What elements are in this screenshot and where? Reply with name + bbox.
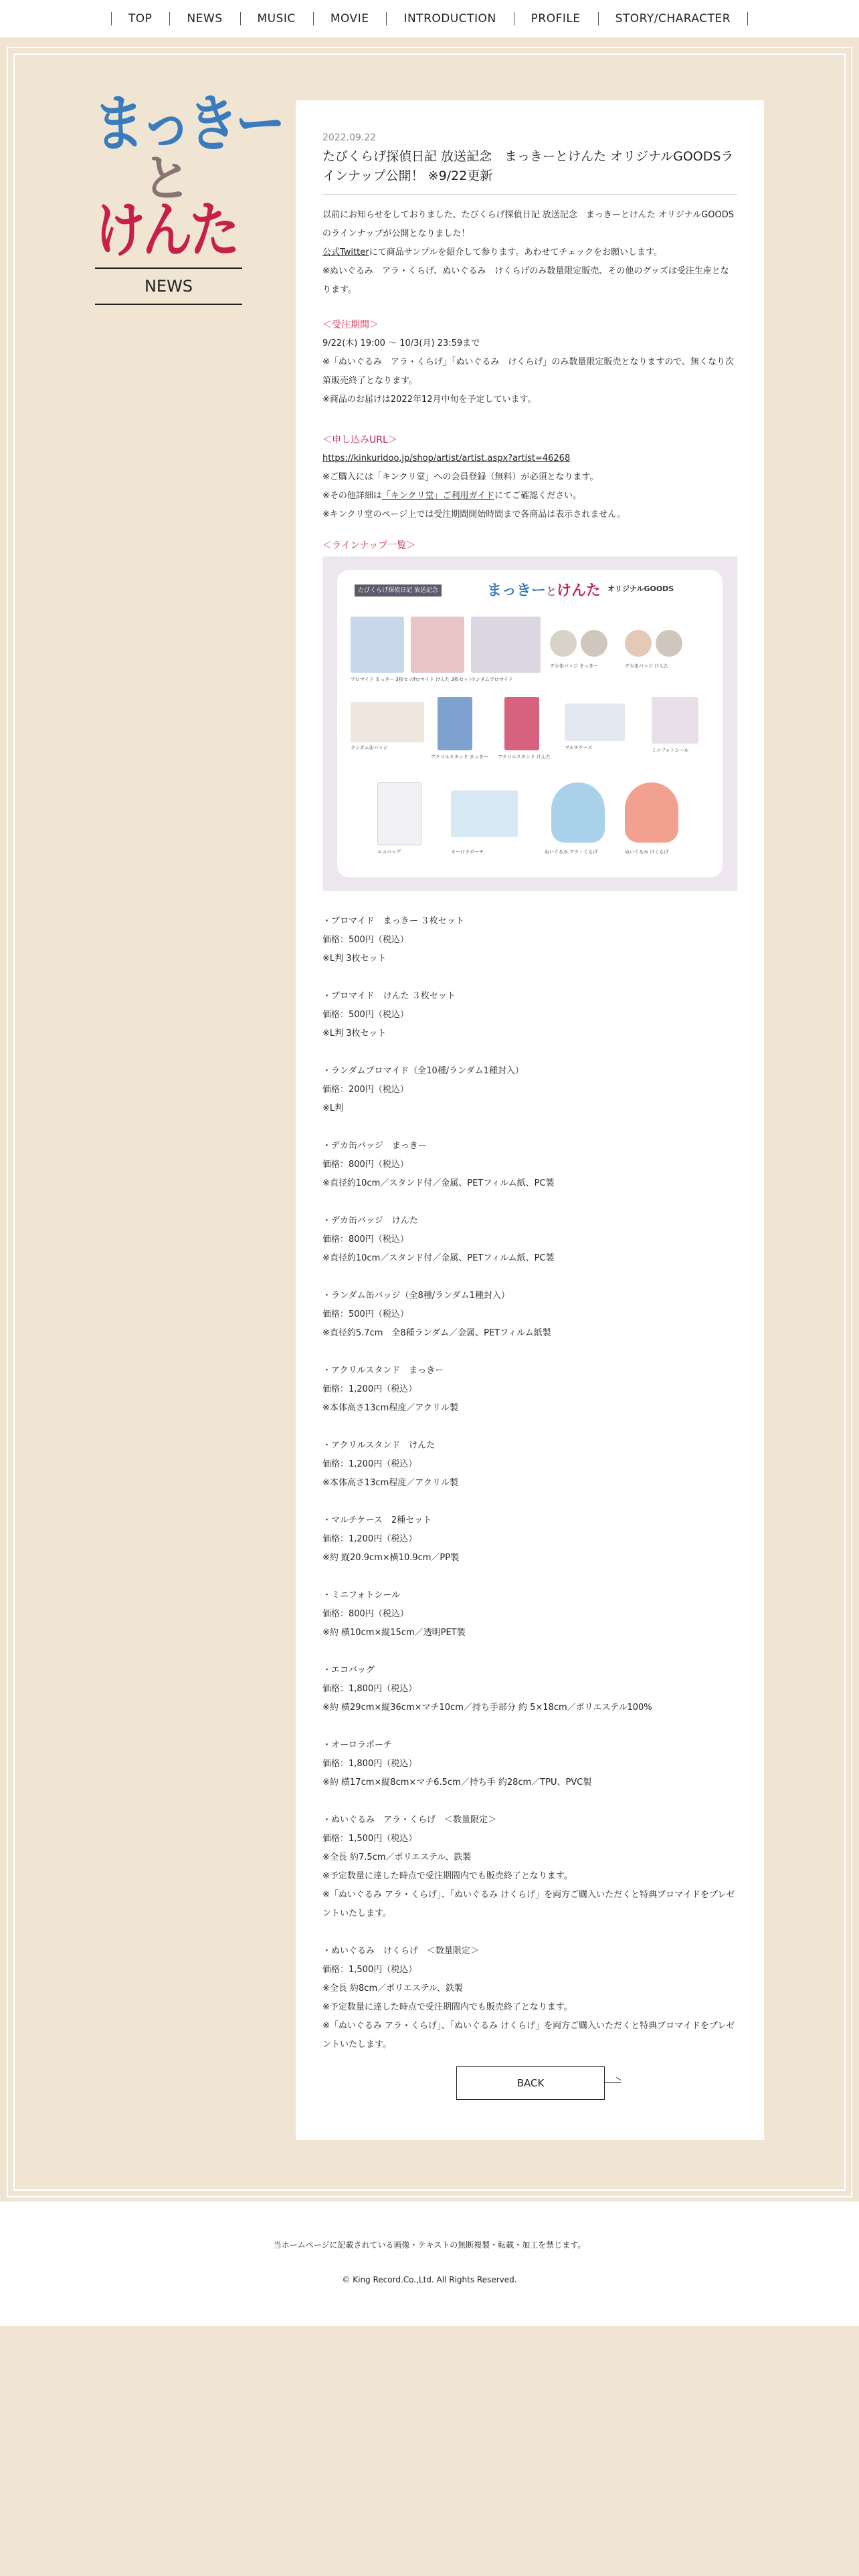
guide-note [322, 487, 737, 506]
intro-twitter-rest: にて商品サンプルを紹介して参ります。あわせてチェックをお願いします。 [369, 247, 662, 257]
order-url-heading: ＜申し込みURL＞ [322, 435, 397, 445]
nav-item-movie[interactable]: MOVIE [313, 0, 387, 37]
logo-line-kenta: けんた [95, 195, 237, 265]
product-note: ※予定数量に達した時点で受注期間内でも販売終了となります。 [322, 2002, 573, 2012]
bromide-kenta-image [411, 617, 464, 673]
multi-case-image [565, 704, 625, 741]
product-note: ※約 横29cm×縦36cm×マチ10cm／持ち手部分 約 5×18cm／ポリエステル100% [322, 1703, 652, 1713]
order-url-link[interactable]: https://kinkuridoo.jp/shop/artist/artist.aspx?artist=46268 [322, 453, 571, 463]
lineup-logo [487, 579, 601, 600]
deka-badge-makki-image [550, 630, 577, 657]
caption-eco-bag: エコバッグ [377, 849, 401, 855]
nav-item-music[interactable]: MUSIC [240, 0, 313, 37]
product-price: 価格：1,200円（税込） [322, 1459, 417, 1469]
product-note: ※「ぬいぐるみ アラ・くらげ」、「ぬいぐるみ けくらげ」を両方ご購入いただくと特典ブロマイドをプレゼントいたします。 [322, 1890, 735, 1919]
intro-note: ※ぬいぐるみ アラ・くらげ、ぬいぐるみ けくらげのみ数量限定販売、その他のグッズは受注生産となります。 [322, 266, 729, 295]
site-logo[interactable] [94, 88, 283, 265]
site-footer [0, 2202, 859, 2326]
product-name: ・ランダム缶バッジ（全8種/ランダム1種封入） [322, 1291, 510, 1301]
lineup-logo-kenta: けんた [557, 582, 601, 599]
product-name: ・エコバッグ [322, 1665, 375, 1675]
product-note: ※L判 3枚セット [322, 1029, 387, 1039]
section-title: NEWS [95, 267, 242, 305]
product-item [322, 1362, 737, 1418]
product-item [322, 1942, 737, 2054]
product-note: ※約 横17cm×縦8cm×マチ6.5cm／持ち手 約28cm／TPU、PVC製 [322, 1778, 592, 1788]
guide-link[interactable]: 「キンクリ堂」ご利用ガイド [381, 491, 495, 501]
caption-bromide-kenta: ブロマイド けんた 3枚セット [411, 677, 473, 682]
product-note: ※予定数量に達した時点で受注期間内でも販売終了となります。 [322, 1871, 573, 1881]
product-note: ※直径約5.7cm 全8種ランダム／金属、PETフィルム紙製 [322, 1328, 551, 1338]
product-item [322, 1287, 737, 1343]
lineup-logo-to: と [546, 585, 557, 598]
title-divider [322, 194, 737, 195]
product-name: ・アクリルスタンド まっきー [322, 1366, 444, 1376]
aurora-pouch-image [451, 790, 518, 837]
random-bromide-image [471, 617, 541, 673]
product-item [322, 1586, 737, 1642]
back-button[interactable]: BACK [456, 2066, 605, 2100]
product-item [322, 987, 737, 1043]
article-date: 2022.09.22 [322, 132, 377, 143]
lineup-section [322, 536, 737, 555]
deka-badge-kenta-image-2 [656, 630, 682, 657]
twitter-link[interactable]: 公式Twitter [322, 247, 369, 257]
product-name: ・アクリルスタンド けんた [322, 1440, 436, 1451]
product-price: 価格：200円（税込） [322, 1085, 409, 1095]
caption-aurora-pouch: オーロラポーチ [451, 849, 484, 855]
product-note: ※約 縦20.9cm×横10.9cm／PP製 [322, 1553, 460, 1563]
eco-bag-image [377, 782, 421, 845]
product-price: 価格：1,200円（税込） [322, 1534, 417, 1544]
acrylic-stand-kenta-image [504, 697, 539, 750]
product-item [322, 1736, 737, 1792]
product-price: 価格：1,800円（税込） [322, 1759, 417, 1769]
product-price: 価格：500円（税込） [322, 1010, 409, 1020]
lineup-logo-makki: まっきー [487, 582, 547, 599]
nav-item-profile[interactable]: PROFILE [514, 0, 598, 37]
product-note: ※「ぬいぐるみ アラ・くらげ」、「ぬいぐるみ けくらげ」を両方ご購入いただくと特典ブロマイドをプレゼントいたします。 [322, 2021, 735, 2050]
product-name: ・デカ缶バッジ けんた [322, 1216, 418, 1226]
product-name: ・ブロマイド けんた ３枚セット [322, 991, 456, 1001]
mini-photo-sticker-image [652, 697, 698, 744]
news-article [296, 100, 764, 2140]
product-item [322, 1511, 737, 1568]
order-period-note: ※「ぬいぐるみ アラ・くらげ」「ぬいぐるみ けくらげ」のみ数量限定販売となりますので、無くなり次第販売終了となります。 [322, 357, 735, 386]
product-note: ※本体高さ13cm程度／アクリル製 [322, 1403, 458, 1413]
lineup-image [322, 556, 737, 891]
acrylic-stand-makki-image [438, 697, 472, 750]
article-title: たびくらげ探偵日記 放送記念 まっきーとけんた オリジナルGOODSラインナップ公開！ ※9/22更新 [322, 149, 734, 183]
caption-multi-case: マルチケース [565, 745, 593, 750]
product-price: 価格：800円（税込） [322, 1609, 409, 1619]
guide-note-prefix: ※その他詳細は [322, 491, 382, 501]
deka-badge-makki-image-2 [581, 630, 607, 657]
footer-notice: 当ホームページに記載されている画像・テキストの無断複製・転載・加工を禁じます。 [273, 2240, 586, 2250]
product-name: ・オーロラポーチ [322, 1740, 393, 1750]
product-list [322, 912, 737, 2073]
order-period-section [322, 316, 737, 409]
product-note: ※全長 約8cm／ポリエステル、鉄製 [322, 1983, 463, 1994]
product-name: ・ランダムブロマイド（全10種/ランダム1種封入） [322, 1066, 524, 1076]
caption-random-badge: ランダム缶バッジ [351, 745, 388, 750]
product-name: ・デカ缶バッジ まっきー [322, 1141, 427, 1151]
plush-ke-kurage-image [625, 782, 678, 843]
order-period-heading: ＜受注期間＞ [322, 320, 379, 330]
lineup-goods-label: オリジナルGOODS [607, 584, 674, 593]
product-note: ※直径約10cm／スタンド付／金属、PETフィルム紙、PC製 [322, 1178, 555, 1188]
logo-line-to: と [142, 150, 191, 207]
lineup-band: たびくらげ探偵日記 放送記念 [355, 584, 442, 597]
caption-deka-badge-kenta: デカ缶バッジ けんた [625, 663, 669, 669]
article-intro [322, 206, 737, 300]
nav-item-introduction[interactable]: INTRODUCTION [386, 0, 513, 37]
product-price: 価格：1,200円（税込） [322, 1384, 417, 1394]
caption-deka-badge-makki: デカ缶バッジ まっきー [550, 663, 599, 669]
caption-plush-ke: ぬいぐるみ けくらげ [625, 849, 669, 855]
product-item [322, 1811, 737, 1923]
product-item [322, 1062, 737, 1118]
product-note: ※L判 3枚セット [322, 954, 387, 964]
product-note: ※本体高さ13cm程度／アクリル製 [322, 1478, 458, 1488]
product-name: ・ブロマイド まっきー ３枚セット [322, 916, 464, 926]
product-item [322, 1436, 737, 1493]
nav-item-news[interactable]: NEWS [169, 0, 240, 37]
product-price: 価格：500円（税込） [322, 935, 409, 945]
product-note: ※約 横10cm×縦15cm／透明PET製 [322, 1628, 466, 1638]
caption-random-bromide: ランダムブロマイド [471, 677, 513, 682]
order-url-section [322, 431, 737, 524]
plush-ara-kurage-image [551, 782, 605, 843]
membership-note: ※ご購入には「キンクリ堂」への会員登録（無料）が必須となります。 [322, 472, 599, 482]
product-price: 価格：1,800円（税込） [322, 1684, 417, 1694]
product-note: ※直径約10cm／スタンド付／金属、PETフィルム紙、PC製 [322, 1253, 555, 1263]
order-delivery-note: ※商品のお届けは2022年12月中旬を予定しています。 [322, 395, 537, 405]
lineup-panel [337, 570, 723, 877]
caption-bromide-makki: ブロマイド まっきー 3枚セット [351, 677, 417, 682]
lineup-heading: ＜ラインナップ一覧＞ [322, 540, 416, 551]
deka-badge-kenta-image [625, 630, 652, 657]
random-badge-image [351, 702, 424, 742]
intro-text: 以前にお知らせをしておりました、たびくらげ探偵日記 放送記念 まっきーとけんた オリジナルGOODSのラインナップが公開となりました！ [322, 210, 735, 239]
guide-note-suffix: にてご確認ください。 [494, 491, 582, 501]
product-price: 価格：1,500円（税込） [322, 1965, 417, 1975]
global-nav [0, 0, 859, 37]
product-name: ・ミニフォトシール [322, 1590, 401, 1600]
intro-twitter-line [322, 243, 737, 262]
product-note: ※L判 [322, 1103, 344, 1113]
bromide-makki-image [351, 617, 404, 673]
product-item [322, 912, 737, 968]
caption-acrylic-makki: アクリルスタンド まっきー [431, 754, 488, 760]
logo-line-makki: まっきー [94, 88, 283, 160]
nav-item-story-character[interactable]: STORY/CHARACTER [598, 0, 748, 37]
product-name: ・ぬいぐるみ けくらげ ＜数量限定＞ [322, 1946, 480, 1956]
nav-item-top[interactable]: TOP [111, 0, 170, 37]
product-name: ・ぬいぐるみ アラ・くらげ ＜数量限定＞ [322, 1815, 497, 1825]
caption-acrylic-kenta: アクリルスタンド けんた [498, 754, 551, 760]
product-item [322, 1212, 737, 1268]
product-item [322, 1661, 737, 1717]
product-price: 価格：500円（税込） [322, 1309, 409, 1319]
product-note: ※全長 約7.5cm／ポリエステル、鉄製 [322, 1852, 472, 1862]
product-item [322, 1137, 737, 1193]
order-period-line: 9/22(木) 19:00 〜 10/3(月) 23:59まで [322, 338, 480, 348]
caption-mini-photo: ミニフォトシール [652, 748, 689, 753]
product-price: 価格：800円（税込） [322, 1160, 409, 1170]
product-name: ・マルチケース 2種セット [322, 1515, 432, 1525]
product-price: 価格：800円（税込） [322, 1235, 409, 1245]
footer-copyright: © King Record.Co.,Ltd. All Rights Reserved. [342, 2275, 517, 2284]
product-price: 価格：1,500円（税込） [322, 1834, 417, 1844]
display-time-note: ※キンクリ堂のページ上では受注期間開始時間まで各商品は表示されません。 [322, 510, 626, 520]
caption-plush-ara: ぬいぐるみ アラ・くらげ [545, 849, 598, 855]
back-arrow-icon [605, 2082, 621, 2083]
